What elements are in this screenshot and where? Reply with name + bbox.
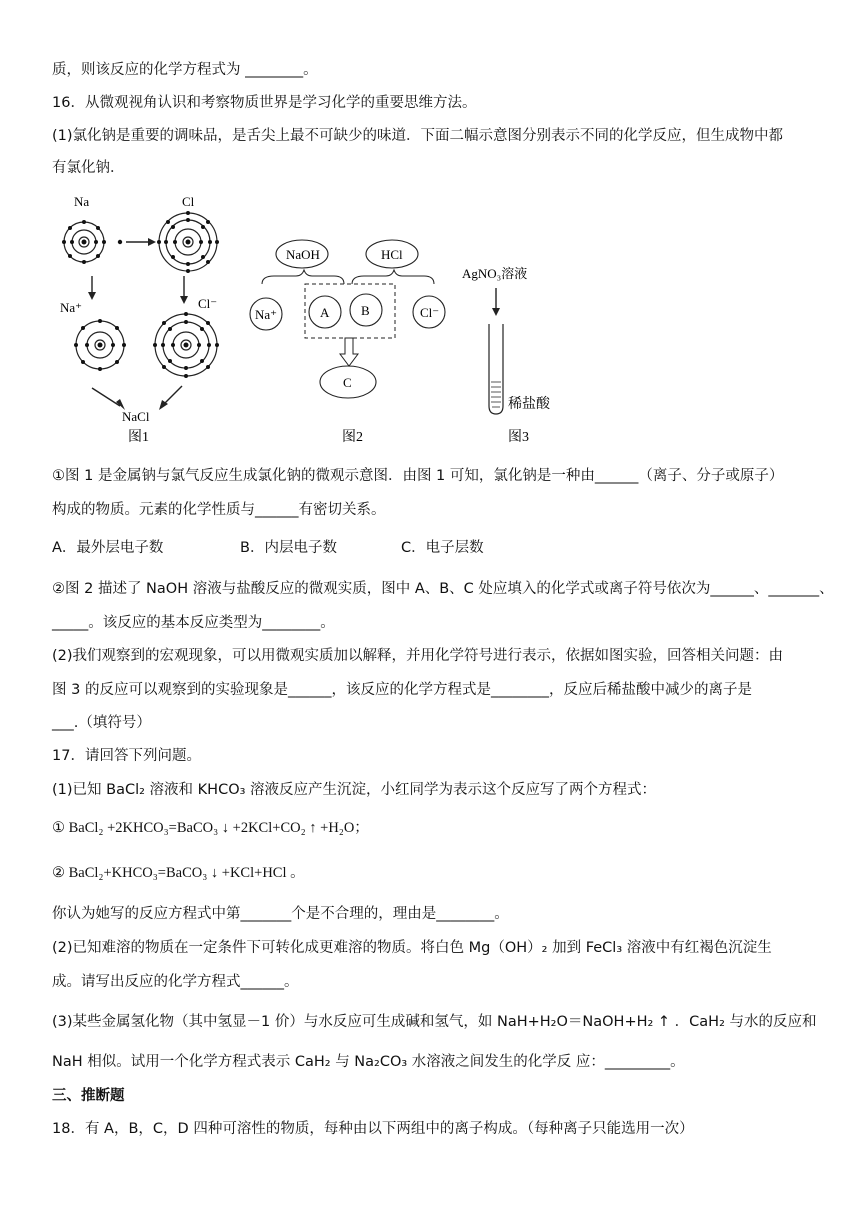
fig2-c-label: C xyxy=(343,375,352,390)
question-16-1-line2: 有氯化钠． xyxy=(52,160,125,176)
question-16-1-part1-line2: 构成的物质。元素的化学性质与______有密切关系。 xyxy=(52,502,386,518)
question-17-3-line1: (3)某些金属氢化物（其中氢显－1 价）与水反应可生成碱和氢气，如 NaH+H₂O＝NaOH+H₂ ↑ ．CaH₂ 与水的反应和 xyxy=(52,1014,817,1030)
question-18: 18．有 A，B，C，D 四种可溶性的物质，每种由以下两组中的离子构成。（每种离子只能选用一次） xyxy=(52,1121,694,1137)
question-16-1-part2-line2: _____。该反应的基本反应类型为________。 xyxy=(52,615,335,631)
section-3-heading: 三、推断题 xyxy=(52,1088,125,1104)
fig1-cl-label: Cl xyxy=(182,194,195,209)
fig2-hcl-label: HCl xyxy=(381,247,403,262)
reaction-figures xyxy=(52,192,572,450)
option-a: A．最外层电子数 xyxy=(52,540,164,556)
question-16-2-line1: (2)我们观察到的宏观现象，可以用微观实质加以解释，并用化学符号进行表示，依据如图实验，回答相关问题：由 xyxy=(52,648,784,664)
question-16-2-line2: 图 3 的反应可以观察到的实验现象是______，该反应的化学方程式是________，反应后稀盐酸中减少的离子是 xyxy=(52,682,752,698)
equation-2: ② BaCl₂+KHCO₃=BaCO₃ ↓ +KCl+HCl 。 xyxy=(52,865,305,881)
fig2-naoh-label: NaOH xyxy=(286,247,320,262)
question-16-2-line3: ___.（填符号） xyxy=(52,715,151,731)
option-b: B．内层电子数 xyxy=(240,540,337,556)
fig2-caption: 图2 xyxy=(342,430,363,445)
fig2-b-label: B xyxy=(361,303,370,318)
equation-1: ① BaCl₂ +2KHCO₃=BaCO₃ ↓ +2KCl+CO₂ ↑ +H₂O； xyxy=(52,820,369,836)
fig1-cl-ion-label: Cl⁻ xyxy=(198,296,218,311)
fig1-na-ion-label: Na⁺ xyxy=(60,300,83,315)
fig2-na-ion: Na⁺ xyxy=(255,307,278,322)
question-16-1-line1: (1)氯化钠是重要的调味品，是舌尖上最不可缺少的味道．下面二幅示意图分别表示不同的化学反应，但生成物中都 xyxy=(52,128,784,144)
fig3-acid-label: 稀盐酸 xyxy=(508,396,550,412)
fig3-reagent-label: AgNO₃溶液 xyxy=(462,266,528,281)
figure-2 xyxy=(250,240,445,445)
question-17-2-line1: (2)已知难溶的物质在一定条件下可转化成更难溶的物质。将白色 Mg（OH）₂ 加到 FeCl₃ 溶液中有红褐色沉淀生 xyxy=(52,940,772,956)
question-16-1-part2-line1: ②图 2 描述了 NaOH 溶液与盐酸反应的微观实质，图中 A、B、C 处应填入的化学式或离子符号依次为______、_______、 xyxy=(52,581,834,597)
option-c: C．电子层数 xyxy=(401,540,484,556)
fig1-caption: 图1 xyxy=(128,430,149,445)
fig1-na-label: Na xyxy=(74,194,90,209)
question-17-2-line2: 成。请写出反应的化学方程式______。 xyxy=(52,974,299,990)
question-17: 17．请回答下列问题。 xyxy=(52,748,201,764)
fig2-cl-ion: Cl⁻ xyxy=(420,305,440,320)
question-16: 16．从微观视角认识和考察物质世界是学习化学的重要思维方法。 xyxy=(52,95,477,111)
figure-3 xyxy=(462,266,551,445)
fig2-a-label: A xyxy=(320,305,330,320)
figure-1 xyxy=(60,194,219,445)
line-prev-answer: 质，则该反应的化学方程式为 ________。 xyxy=(52,62,318,78)
fig1-nacl-label: NaCl xyxy=(122,409,150,424)
question-16-1-part1-line1: ①图 1 是金属钠与氯气反应生成氯化钠的微观示意图．由图 1 可知，氯化钠是一种由______（离子、分子或原子） xyxy=(52,468,784,484)
question-17-1: (1)已知 BaCl₂ 溶液和 KHCO₃ 溶液反应产生沉淀，小红同学为表示这个反应写了两个方程式： xyxy=(52,782,657,798)
question-17-1-answer: 你认为她写的反应方程式中第_______个是不合理的，理由是________。 xyxy=(52,906,509,922)
fig3-caption: 图3 xyxy=(508,430,529,445)
question-17-3-line2: NaH 相似。试用一个化学方程式表示 CaH₂ 与 Na₂CO₃ 水溶液之间发生的化学反 应：_________。 xyxy=(52,1054,685,1070)
